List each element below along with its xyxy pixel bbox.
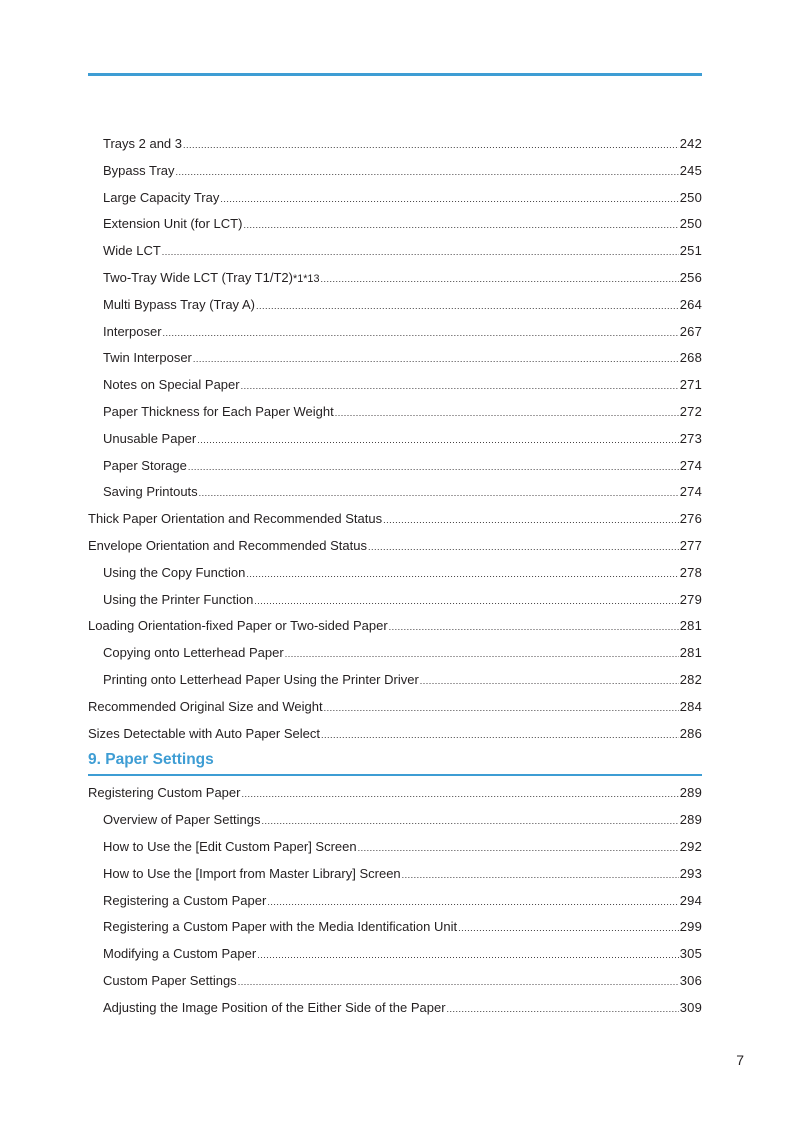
dot-leader (176, 159, 679, 186)
toc-entry-page: 299 (679, 919, 702, 935)
dot-leader (241, 373, 679, 400)
toc-entry-label: Large Capacity Tray (103, 189, 220, 205)
toc-entry-label: Copying onto Letterhead Paper (103, 645, 284, 661)
toc-entry-label: Paper Storage (103, 457, 187, 473)
toc-entry-page: 289 (679, 785, 702, 801)
toc-entry-page: 250 (679, 189, 702, 205)
toc-entry-page: 306 (679, 972, 702, 988)
dot-leader (241, 781, 678, 808)
toc-entry-label: Recommended Original Size and Weight (88, 698, 323, 714)
toc-entry-page: 294 (679, 892, 702, 908)
page-number: 7 (736, 1052, 744, 1068)
toc-entry[interactable] (88, 238, 702, 265)
toc-entry[interactable] (88, 131, 702, 158)
dot-leader (262, 808, 679, 835)
toc-entry[interactable] (88, 941, 702, 968)
toc-entry[interactable] (88, 533, 702, 560)
toc-entry-label: Notes on Special Paper (103, 377, 240, 393)
toc-entry-label: Envelope Orientation and Recommended Status (88, 537, 367, 553)
toc-entry[interactable] (88, 721, 702, 748)
toc-entry-label: Trays 2 and 3 (103, 136, 183, 151)
toc-entry[interactable] (88, 265, 702, 292)
toc-entry-label: Using the Copy Function (103, 564, 246, 580)
toc-entry[interactable] (88, 211, 702, 238)
dot-leader (368, 534, 679, 561)
dot-leader (420, 668, 679, 695)
toc-entry-page: 281 (679, 645, 702, 661)
toc-entry-label: Overview of Paper Settings (103, 812, 261, 828)
toc-entry-page: 273 (679, 430, 702, 446)
toc-entry-label: How to Use the [Edit Custom Paper] Screen (103, 838, 357, 854)
toc-entry[interactable] (88, 479, 702, 506)
dot-leader (257, 942, 679, 969)
toc-entry[interactable] (88, 888, 702, 915)
dot-leader (335, 400, 679, 427)
toc-entry[interactable] (88, 158, 702, 185)
toc-entry-page: 289 (679, 812, 702, 828)
toc-entry-label: Registering a Custom Paper with the Media Identification Unit (103, 919, 458, 935)
toc-entry[interactable] (88, 292, 702, 319)
toc-entry[interactable] (88, 426, 702, 453)
dot-leader (447, 996, 679, 1023)
toc-entry-label: Twin Interposer (103, 350, 192, 366)
dot-leader (267, 889, 678, 916)
dot-leader (246, 561, 678, 588)
dot-leader (254, 588, 678, 615)
toc-entry-label: Using the Printer Function (103, 591, 254, 607)
dot-leader (220, 186, 678, 213)
toc-entry-footnote-ref: *1*13 (292, 272, 320, 285)
toc-entry-label: Loading Orientation-fixed Paper or Two-sided Paper (88, 618, 388, 634)
dot-leader (199, 480, 679, 507)
toc-entry-page: 242 (679, 136, 702, 151)
dot-leader (163, 320, 679, 347)
toc-entry-page: 292 (679, 838, 702, 854)
toc-entry[interactable] (88, 345, 702, 372)
toc-group-before-chapter (88, 131, 702, 747)
toc-entry-page: 274 (679, 457, 702, 473)
dot-leader (402, 862, 679, 889)
toc-entry-page: 284 (679, 698, 702, 714)
toc-entry-label: Two-Tray Wide LCT (Tray T1/T2) (103, 269, 293, 285)
dot-leader (183, 132, 679, 159)
toc-entry-page: 272 (679, 403, 702, 419)
header-rule (88, 73, 702, 76)
toc-entry[interactable] (88, 861, 702, 888)
toc-entry[interactable] (88, 834, 702, 861)
chapter-heading[interactable] (88, 747, 702, 776)
toc-entry-page: 279 (679, 591, 702, 607)
toc-entry-label: Thick Paper Orientation and Recommended Status (88, 511, 383, 527)
toc-entry-page: 264 (679, 296, 702, 312)
toc-entry-label: How to Use the [Import from Master Library] Screen (103, 865, 401, 881)
toc-entry-label: Adjusting the Image Position of the Either Side of the Paper (103, 999, 446, 1015)
toc-entry-label: Paper Thickness for Each Paper Weight (103, 403, 334, 419)
toc-entry-page: 256 (679, 269, 702, 285)
toc-entry-label: Sizes Detectable with Auto Paper Select (88, 725, 320, 741)
toc-entry-label: Extension Unit (for LCT) (103, 216, 243, 232)
toc-entry[interactable] (88, 694, 702, 721)
toc-entry[interactable] (88, 319, 702, 346)
dot-leader (188, 454, 679, 481)
dot-leader (358, 835, 679, 862)
toc-entry[interactable] (88, 780, 702, 807)
dot-leader (197, 427, 678, 454)
dot-leader (193, 346, 679, 373)
toc-entry[interactable] (88, 453, 702, 480)
toc-entry-label: Interposer (103, 323, 162, 339)
toc-entry[interactable] (88, 613, 702, 640)
toc-entry-label: Modifying a Custom Paper (103, 946, 257, 962)
toc-entry-page: 309 (679, 999, 702, 1015)
dot-leader (285, 641, 679, 668)
toc-entry-label: Wide LCT (103, 243, 161, 259)
toc-entry-page: 276 (679, 511, 702, 527)
chapter-title[interactable]: 9. Paper Settings (88, 751, 214, 769)
toc-entry-page: 245 (679, 162, 702, 178)
toc-entry[interactable] (88, 807, 702, 834)
toc-entry-label: Printing onto Letterhead Paper Using the Printer Driver (103, 671, 419, 687)
toc-entry-label: Registering a Custom Paper (103, 892, 267, 908)
toc-entry-page: 271 (679, 377, 702, 393)
toc-group-chapter-9 (88, 780, 702, 1021)
toc-entry[interactable] (88, 506, 702, 533)
toc-entry-page: 278 (679, 564, 702, 580)
dot-leader (383, 507, 679, 534)
dot-leader (243, 212, 678, 239)
toc-entry-page: 305 (679, 946, 702, 962)
toc-entry-label: Custom Paper Settings (103, 972, 237, 988)
dot-leader (321, 722, 679, 749)
toc-entry[interactable] (88, 995, 702, 1022)
toc-entry[interactable] (88, 640, 702, 667)
dot-leader (324, 695, 679, 722)
dot-leader (162, 239, 679, 266)
toc-entry[interactable] (88, 372, 702, 399)
toc-entry[interactable] (88, 587, 702, 614)
toc-entry-page: 277 (679, 537, 702, 553)
toc-entry-page: 274 (679, 484, 702, 500)
toc-entry-label: Saving Printouts (103, 484, 198, 500)
toc-entry-page: 281 (679, 618, 702, 634)
toc-entry[interactable] (88, 968, 702, 995)
toc-entry-page: 293 (679, 865, 702, 881)
toc-entry-page: 286 (679, 725, 702, 741)
toc-entry-page: 267 (679, 323, 702, 339)
dot-leader (238, 969, 679, 996)
toc-entry[interactable] (88, 914, 702, 941)
toc-entry[interactable] (88, 667, 702, 694)
toc-entry[interactable] (88, 399, 702, 426)
table-of-contents (88, 131, 702, 1022)
toc-entry-label: Registering Custom Paper (88, 785, 241, 801)
toc-entry[interactable] (88, 560, 702, 587)
toc-entry-page: 251 (679, 243, 702, 259)
dot-leader (389, 614, 679, 641)
toc-entry-page: 282 (679, 671, 702, 687)
dot-leader (320, 266, 678, 293)
toc-entry-page: 250 (679, 216, 702, 232)
toc-entry-label: Bypass Tray (103, 162, 175, 178)
toc-entry[interactable] (88, 185, 702, 212)
toc-entry-label: Unusable Paper (103, 430, 197, 446)
dot-leader (256, 293, 679, 320)
toc-entry-label: Multi Bypass Tray (Tray A) (103, 296, 255, 312)
dot-leader (458, 915, 679, 942)
toc-entry-page: 268 (679, 350, 702, 366)
